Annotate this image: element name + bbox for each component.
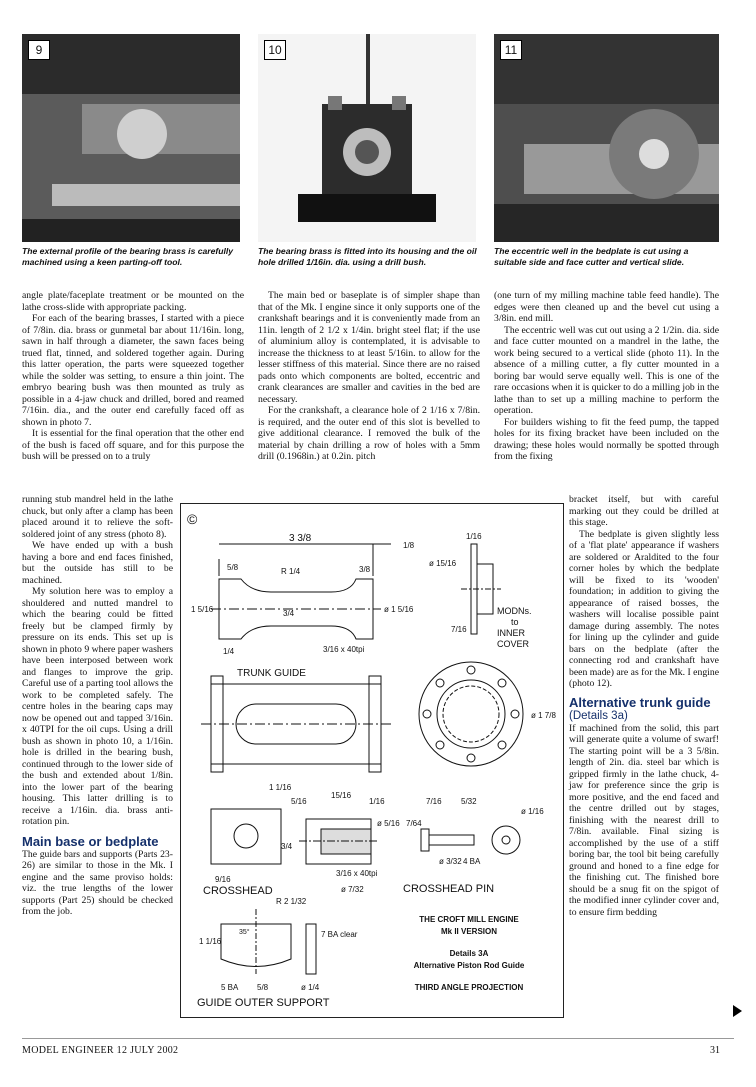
dim-label: ø 5/16 <box>377 819 400 828</box>
section-heading-trunk-guide: Alternative trunk guide <box>569 694 711 710</box>
title-line: Alternative Piston Rod Guide <box>413 961 525 970</box>
inner-cover-view <box>429 532 532 649</box>
dim-label: 4 BA <box>463 857 481 866</box>
crosshead-label: CROSSHEAD <box>203 885 273 897</box>
footer-rule <box>22 1038 734 1039</box>
crosshead-pin-views <box>403 797 544 895</box>
dim-label: 5/8 <box>257 983 269 992</box>
dim-label: 35° <box>239 929 250 936</box>
body-paragraph: We have ended up with a bush having a bore and end faces finished, but the outside has still to be machined. <box>22 540 173 586</box>
dim-label: ø 15/16 <box>429 559 457 568</box>
dim-label: 7/16 <box>426 797 442 806</box>
footer-magazine: MODEL ENGINEER 12 JULY 2002 <box>22 1045 179 1056</box>
dim-label: ø 1 7/8 <box>531 711 556 720</box>
dim-label: 3/16 x 40tpi <box>336 869 378 878</box>
body-paragraph: My solution here was to employ a shouldered and nutted mandrel to which the bearing could be fitted freely but be clamped firmly by pressure on its ends. This set up is shown in photo 9 where paper washers have been interposed between work and flanges to improve the grip. Careful use of a parting tool allows the work to be completed safely. The centre holes in the bearing caps may now be opened out and tapped 3/16in. x 40TPI for the oil cups. Using a drill bush as shown in photo 10, a 1/16in. hole is drilled in the bearing bush, continued through to the lower side of the bush and extended about 1/8in. into the lower part of the bearing housing. This latter drilling is to receive a 1/16in. dia. brass anti-rotation pin. <box>22 586 173 827</box>
body-paragraph: The bedplate is given slightly less of a 'flat plate' appearance if washers are soldered or Araldited to the four corner holes by which the bedplate will be fixed to its 'wooden' foundation; in addition to giving the appearance of raised bosses, the washers will localise possible paint damage during assembly. The notes for lining up the cylinder and guide bars on the bedplate (after the connecting rod and crankshaft have been made) are as for the Mk. I engine (photo 12). <box>569 528 719 689</box>
dim-label: 1 1/16 <box>199 937 222 946</box>
section-subheading: (Details 3a) <box>569 709 628 722</box>
column-1-upper <box>22 290 244 463</box>
title-line: Mk II VERSION <box>440 927 498 936</box>
crosshead-pin-label: CROSSHEAD PIN <box>403 883 495 895</box>
dim-label: 3/16 x 40tpi <box>323 645 365 654</box>
dim-label: ø 7/32 <box>341 885 364 894</box>
dim-label: 1/8 <box>403 541 415 550</box>
photo-9-caption: The external profile of the bearing brass is carefully machined using a keen parting-off tool. <box>22 246 234 267</box>
dim-label: ø 1/16 <box>521 807 544 816</box>
dim-label: 7/64 <box>406 819 422 828</box>
title-line: Details 3A <box>449 949 489 958</box>
dim-label: 3/4 <box>281 842 293 851</box>
body-paragraph: The eccentric well was cut out using a 2 1/2in. dia. side and face cutter mounted on a mandrel in the lathe, the work being secured to a vertical slide (photo 11). In the absence of a milling cutter, a fly cutter mounted in a boring bar would serve equally well. This is one of the rare occasions when it is quicker to do a milling job in the lathe than to set up a milling machine to perform the operation. <box>494 324 719 416</box>
title-line: THIRD ANGLE PROJECTION <box>414 983 524 992</box>
dim-label: 7 BA clear <box>321 930 358 939</box>
body-paragraph: For builders wishing to fit the feed pump, the tapped holes for its fixing bracket have been included on the drawing; these holes would normally be spotted through from the fixing <box>494 416 719 462</box>
photo-11 <box>494 34 719 242</box>
dim-label: 1/4 <box>223 647 235 656</box>
dim-label: ø 1 5/16 <box>384 605 414 614</box>
body-paragraph: The main bed or baseplate is of simpler shape than that of the Mk. I engine since it only supports one of the crankshaft bearings and it is conveniently made from an 11in. length of 2 1/2 x 1/4in. bright steel flat; if the use of aluminium alloy is contemplated, it is advisable to increase the thickness to at least 5/16in. to allow for the lesser stiffness of this material. Since there are no raised pads onto which components are bolted, eccentric and crank clearances are smaller and cavities in the bed are necessary. <box>258 290 480 405</box>
photo-number: 10 <box>264 40 286 60</box>
dim-label: 1/16 <box>369 797 385 806</box>
dim-label: 3/8 <box>359 565 371 574</box>
photo-11-caption: The eccentric well in the bedplate is cut using a suitable side and face cutter and vertical slide. <box>494 246 689 267</box>
dim-label: 3/4 <box>283 609 295 618</box>
dim-label: 15/16 <box>331 791 352 800</box>
cover-label: COVER <box>497 639 530 649</box>
dim-label: 1/16 <box>466 532 482 541</box>
title-line: THE CROFT MILL ENGINE <box>419 915 519 924</box>
technical-drawing <box>180 503 564 1018</box>
continue-arrow-icon <box>733 1005 742 1017</box>
body-paragraph: The guide bars and supports (Parts 23-26) are similar to those in the Mk. I engine and the same proviso holds: viz. the true lengths of the lower supports (Part 25) should be checked from the job. <box>22 848 173 917</box>
photo-10-caption: The bearing brass is fitted into its housing and the oil hole drilled 1/16in. dia. using a drill bush. <box>258 246 477 267</box>
trunk-guide-plan-view <box>201 676 393 772</box>
body-paragraph: angle plate/faceplate treatment or be mounted on the lathe cross-slide with appropriate packing. <box>22 290 244 313</box>
body-paragraph: It is essential for the final operation that the other end of the bush is faced off square, and for this purpose the bush will be pressed on to a truly <box>22 428 244 462</box>
column-2 <box>258 290 480 463</box>
dim-label: 5/32 <box>461 797 477 806</box>
guide-outer-support-label: GUIDE OUTER SUPPORT <box>197 997 330 1009</box>
dim-label: ø 1/4 <box>301 983 320 992</box>
title-block <box>414 915 525 992</box>
dim-label: 5 BA <box>221 983 239 992</box>
drawing-svg <box>181 504 563 1017</box>
to-label: to <box>511 617 519 627</box>
body-paragraph: (one turn of my milling machine table feed handle). The edges were then cleaned up and the bevel cut using a 3/8in. end mill. <box>494 290 719 324</box>
photo-9 <box>22 34 240 242</box>
trunk-guide-label: TRUNK GUIDE <box>237 668 306 679</box>
photo-number: 9 <box>28 40 50 60</box>
column-3-lower <box>569 494 719 918</box>
dim-label: 3 3/8 <box>289 533 312 544</box>
body-paragraph: bracket itself, but with careful marking out they could be drilled at this stage. <box>569 494 719 528</box>
column-3-upper <box>494 290 719 463</box>
section-heading-bedplate: Main base or bedplate <box>22 833 159 849</box>
body-paragraph: For each of the bearing brasses, I started with a piece of 7/8in. dia. brass or gunmetal bar about 11/16in. long, sawn in half through a diameter, the sawn faces being trued flat, tinned, and soldered together again. During this latter operation, the parts were squeezed together while the solder was setting, to ensure a thin joint. The embryo bearing bush was then mounted as truly as possible in a 4-jaw chuck and drilled, bored and reamed 7/16in. dia., and the outer end carefully faced off as shown in photo 7. <box>22 313 244 428</box>
dim-label: 5/8 <box>227 563 239 572</box>
body-paragraph: For the crankshaft, a clearance hole of 2 1/16 x 7/8in. is required, and the outer end of this slot is bevelled to give additional clearance. I removed the bulk of the material by chain drilling a row of holes with a 5mm drill (0.1968in.) at 0.2in. pitch <box>258 405 480 462</box>
dim-label: 5/16 <box>291 797 307 806</box>
inner-label: INNER <box>497 628 526 638</box>
dim-label: 9/16 <box>215 875 231 884</box>
photo-11-image <box>494 34 719 242</box>
column-1-lower <box>22 494 173 918</box>
photo-10-image <box>258 34 476 242</box>
crosshead-views <box>203 783 400 897</box>
guide-outer-support-views <box>197 897 358 1009</box>
dim-label: 1 5/16 <box>191 605 214 614</box>
dim-label: R 2 1/32 <box>276 897 307 906</box>
trunk-guide-side-view <box>191 533 415 679</box>
modns-label: MODNs. <box>497 606 532 616</box>
dim-label: 7/16 <box>451 625 467 634</box>
flange-end-view <box>419 662 556 766</box>
dim-label: ø 3/32 <box>439 857 462 866</box>
copyright-mark: © <box>187 511 198 527</box>
photo-9-image <box>22 34 240 242</box>
body-paragraph: If machined from the solid, this part will generate quite a volume of swarf! The starting point will be a 3 5/8in. length of 2in. dia. steel bar which is gripped firmly in the lathe chuck, 4-jaw for preference since the grip is more positive, and the end faced and the centre drilled out by stages, finishing with the nearest drill to 7/8in. available. Final sizing is accomplished by the use of a stiff boring bar, the tool bit being carefully ground and honed to a fine edge for the finishing cut. The finished bore should be a snug fit on the spigot of the modified inner cylinder cover and, to ensure firm bedding <box>569 722 719 918</box>
dim-label: R 1/4 <box>281 567 301 576</box>
page-number: 31 <box>710 1045 720 1056</box>
body-paragraph: running stub mandrel held in the lathe chuck, but only after a clamp has been placed around it to relieve the soft-soldered joint of any stress (photo 8). <box>22 494 173 540</box>
photo-number: 11 <box>500 40 522 60</box>
photo-10 <box>258 34 476 242</box>
dim-label: 1 1/16 <box>269 783 292 792</box>
